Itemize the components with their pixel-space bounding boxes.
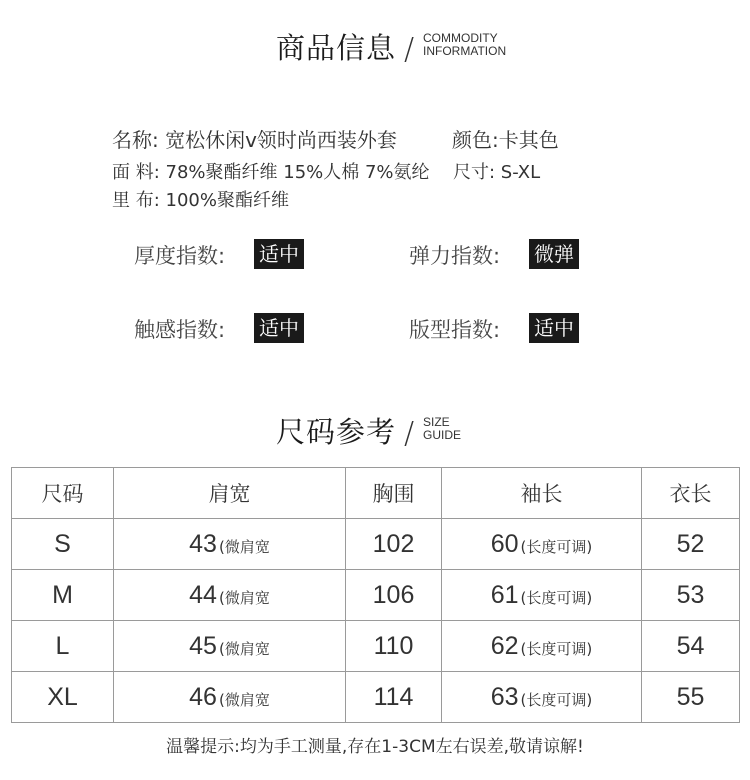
measurement-footnote: 温馨提示:均为手工测量,存在1-3CM左右误差,敬请谅解! (166, 737, 584, 757)
sleeve-note: (长度可调) (520, 537, 593, 556)
shoulder-value: 46 (189, 682, 217, 711)
commodity-en-line2: INFORMATION (423, 44, 507, 58)
sleeve-note: (长度可调) (520, 690, 593, 709)
shoulder-note: (微肩宽 (218, 639, 270, 658)
chest-cell: 106 (346, 570, 442, 621)
table-header-row (12, 468, 740, 519)
sleeve-cell (442, 570, 642, 621)
table-row (12, 570, 740, 621)
size-en-line2: GUIDE (423, 428, 462, 442)
elasticity-index-badge: 微弹 (529, 239, 579, 269)
length-cell: 54 (642, 621, 740, 672)
chest-cell: 102 (346, 519, 442, 570)
sleeve-note: (长度可调) (520, 588, 593, 607)
shoulder-note: (微肩宽 (218, 690, 270, 709)
table-row (12, 621, 740, 672)
product-color: 颜色:卡其色 (452, 128, 559, 152)
length-cell: 53 (642, 570, 740, 621)
sleeve-note: (长度可调) (520, 639, 593, 658)
touch-index-label: 触感指数: (134, 318, 226, 342)
touch-index-badge: 适中 (254, 313, 304, 343)
sleeve-cell (442, 519, 642, 570)
sleeve-value: 63 (490, 682, 519, 711)
shoulder-value: 45 (189, 631, 217, 660)
sleeve-value: 61 (490, 580, 519, 609)
size-cell: M (12, 570, 114, 621)
commodity-header (0, 20, 750, 80)
size-en-line1: SIZE (423, 415, 450, 429)
shoulder-note: (微肩宽 (218, 537, 270, 556)
shoulder-value: 43 (189, 529, 217, 558)
size-cell: L (12, 621, 114, 672)
size-table (11, 467, 740, 723)
header-size: 尺码 (12, 468, 114, 519)
fit-index-label: 版型指数: (409, 318, 501, 342)
sleeve-value: 62 (490, 631, 519, 660)
shoulder-cell (114, 519, 346, 570)
commodity-en-line1: COMMODITY (423, 31, 498, 45)
thickness-index-badge: 适中 (254, 239, 304, 269)
commodity-title: 商品信息 (276, 31, 397, 65)
header-sleeve: 袖长 (442, 468, 642, 519)
table-row (12, 672, 740, 723)
chest-cell: 110 (346, 621, 442, 672)
size-cell: S (12, 519, 114, 570)
table-row (12, 519, 740, 570)
fit-index-badge: 适中 (529, 313, 579, 343)
header-slash: / (404, 32, 415, 67)
size-header (0, 404, 750, 464)
sleeve-cell (442, 621, 642, 672)
sleeve-cell (442, 672, 642, 723)
product-size-range: 尺寸: S-XL (453, 162, 541, 183)
header-length: 衣长 (642, 468, 740, 519)
length-cell: 52 (642, 519, 740, 570)
chest-cell: 114 (346, 672, 442, 723)
header-chest: 胸围 (346, 468, 442, 519)
size-title: 尺码参考 (276, 415, 397, 449)
length-cell: 55 (642, 672, 740, 723)
product-name: 名称: 宽松休闲v领时尚西装外套 (112, 128, 397, 152)
product-lining: 里 布: 100%聚酯纤维 (112, 190, 289, 211)
shoulder-cell (114, 672, 346, 723)
sleeve-value: 60 (490, 529, 519, 558)
header-shoulder: 肩宽 (114, 468, 346, 519)
size-cell: XL (12, 672, 114, 723)
elasticity-index-label: 弹力指数: (409, 244, 501, 268)
shoulder-value: 44 (189, 580, 217, 609)
shoulder-cell (114, 570, 346, 621)
product-fabric: 面 料: 78%聚酯纤维 15%人棉 7%氨纶 (112, 162, 430, 183)
shoulder-cell (114, 621, 346, 672)
header-slash: / (404, 416, 415, 451)
thickness-index-label: 厚度指数: (134, 244, 226, 268)
shoulder-note: (微肩宽 (218, 588, 270, 607)
